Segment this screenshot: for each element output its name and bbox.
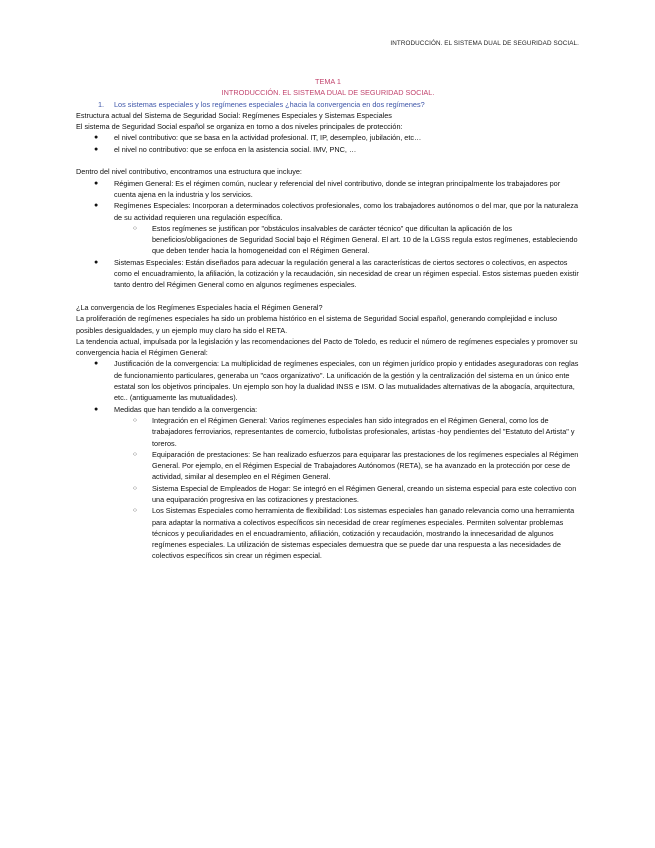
circle-bullet-icon: ○: [133, 507, 137, 515]
sub-list-item: [76, 415, 580, 449]
section-heading: [76, 99, 580, 110]
list-item-text: Régimen General: Es el régimen común, nuclear y referencial del nivel contributivo, donde se integran principalmente los trabajadores por cuenta ajena en la industria y los servicios.: [114, 178, 561, 199]
section-number: 1.: [98, 99, 105, 109]
list-item-text: Integración en el Régimen General: Varios regímenes especiales han sido integrados en el Régimen General, como los de trabajadores ferroviarios, representantes de comercio, futbolistas profesionales, artistas -hoy pendientes del "Estatuto del Artista" y toreros.: [152, 415, 575, 448]
circle-bullet-icon: ○: [133, 416, 137, 424]
sub-list-item: [76, 505, 580, 561]
list-item-text: el nivel contributivo: que se basa en la actividad profesional. IT, IP, desempleo, jubilación, etc…: [114, 133, 422, 143]
bullet-icon: ●: [94, 179, 99, 187]
tema-title: TEMA 1: [315, 77, 341, 86]
document-body: [76, 76, 580, 562]
intro-line-1: Estructura actual del Sistema de Seguridad Social: Regímenes Especiales y Sistemas Especiales: [76, 110, 392, 120]
section-title: Los sistemas especiales y los regímenes especiales ¿hacia la convergencia en dos regímenes?: [114, 99, 425, 109]
convergencia-para-1: La proliferación de regímenes especiales ha sido un problema histórico en el sistema de Seguridad Social español, generando complejidad e incluso posibles desigualdades, y un ejemplo muy claro ha sido el RETA.: [76, 314, 558, 335]
convergencia-question: ¿La convergencia de los Regímenes Especiales hacia el Régimen General?: [76, 302, 323, 312]
sub-list-item: [76, 449, 580, 483]
list-item: [76, 132, 580, 143]
list-item: [76, 200, 580, 223]
convergencia-list: [76, 358, 580, 561]
bullet-icon: ●: [94, 360, 99, 368]
bullet-icon: ●: [94, 145, 99, 153]
list-item-text: Medidas que han tendido a la convergencia:: [114, 404, 258, 414]
list-item: [76, 257, 580, 291]
tema-subtitle: INTRODUCCIÓN. EL SISTEMA DUAL DE SEGURIDAD SOCIAL.: [221, 88, 435, 98]
list-item-text: Los Sistemas Especiales como herramienta de flexibilidad: Los sistemas especiales han ganado relevancia como una herramienta para adaptar la normativa a colectivos específicos sin necesidad de crear regímenes especiales. Permiten solventar problemas técnicos y peculiaridades en el encuadramiento, afiliación, cotización y recaudación, mostrando la innecesaridad de algunos regímenes especiales. La utilización de sistemas especiales demuestra que se puede dar una respuesta a las necesidades de colectivos específicos sin crear un régimen especial.: [152, 506, 575, 561]
bullet-icon: ●: [94, 258, 99, 266]
circle-bullet-icon: ○: [133, 484, 137, 492]
list-item: [76, 358, 580, 403]
sub-list-item: [76, 223, 580, 257]
list-item-text: Equiparación de prestaciones: Se han realizado esfuerzos para equiparar las prestaciones de los regímenes especiales al Régimen General. Por ejemplo, en el Régimen Especial de Trabajadores Autónomos (RETA), se ha avanzado en la protección por cese de actividad, similar al desempleo en el Régimen General.: [152, 449, 579, 482]
list-item-text: Regímenes Especiales: Incorporan a determinados colectivos profesionales, como los trabajadores autónomos o del mar, que por la naturaleza de su actividad requieren una regulación específica.: [114, 201, 579, 222]
list-item-text: Sistemas Especiales: Están diseñados para adecuar la regulación general a las características de ciertos sectores o colectivos, en aspectos como el encuadramiento, la afiliación, la cotización y la recaudación, sin necesidad de crear un régimen especial. Estos sistemas pueden existir tanto dentro del Régimen General como en algunos regímenes especiales.: [114, 257, 579, 290]
bullet-icon: ●: [94, 134, 99, 142]
contributivo-intro: Dentro del nivel contributivo, encontramos una estructura que incluye:: [76, 167, 302, 177]
list-item-text: Estos regímenes se justifican por "obstáculos insalvables de carácter técnico" que dificultan la aplicación de los beneficios/obligaciones de Seguridad Social bajo el Régimen General. El art. 10 de la LGSS regula estos regímenes, estableciendo que deben tender hacia la homogeneidad con el Régimen General.: [152, 223, 578, 256]
bullet-icon: ●: [94, 202, 99, 210]
running-header: INTRODUCCIÓN. EL SISTEMA DUAL DE SEGURIDAD SOCIAL.: [390, 40, 579, 47]
contributivo-list: [76, 178, 580, 291]
bullet-icon: ●: [94, 405, 99, 413]
circle-bullet-icon: ○: [133, 224, 137, 232]
intro-line-2: El sistema de Seguridad Social español se organiza en torno a dos niveles principales de protección:: [76, 122, 403, 132]
list-item: [76, 144, 580, 155]
levels-list: [76, 132, 580, 155]
list-item: [76, 178, 580, 201]
list-item: [76, 404, 580, 415]
list-item-text: Justificación de la convergencia: La multiplicidad de regímenes especiales, con un régimen jurídico propio y entidades aseguradoras con reglas de funcionamiento particulares, generaba un "caos organizativo". La unificación de la gestión y la centralización del sistema en un único ente estatal son los objetivos principales. Un ejemplo son hoy la dualidad INSS e ISM. O las mutualidades alternativas de la abogacía, arquitectura, etc.. (antiguamente las mutualidades).: [114, 359, 579, 403]
list-item-text: Sistema Especial de Empleados de Hogar: Se integró en el Régimen General, creando un sistema especial para este colectivo con una equiparación progresiva en las cotizaciones y prestaciones.: [152, 483, 577, 504]
list-item-text: el nivel no contributivo: que se enfoca en la asistencia social. IMV, PNC, …: [114, 144, 357, 154]
convergencia-para-2: La tendencia actual, impulsada por la legislación y las recomendaciones del Pacto de Toledo, es reducir el número de regímenes especiales y promover su convergencia hacia el Régimen General:: [76, 336, 578, 358]
sub-list-item: [76, 483, 580, 506]
circle-bullet-icon: ○: [133, 450, 137, 458]
